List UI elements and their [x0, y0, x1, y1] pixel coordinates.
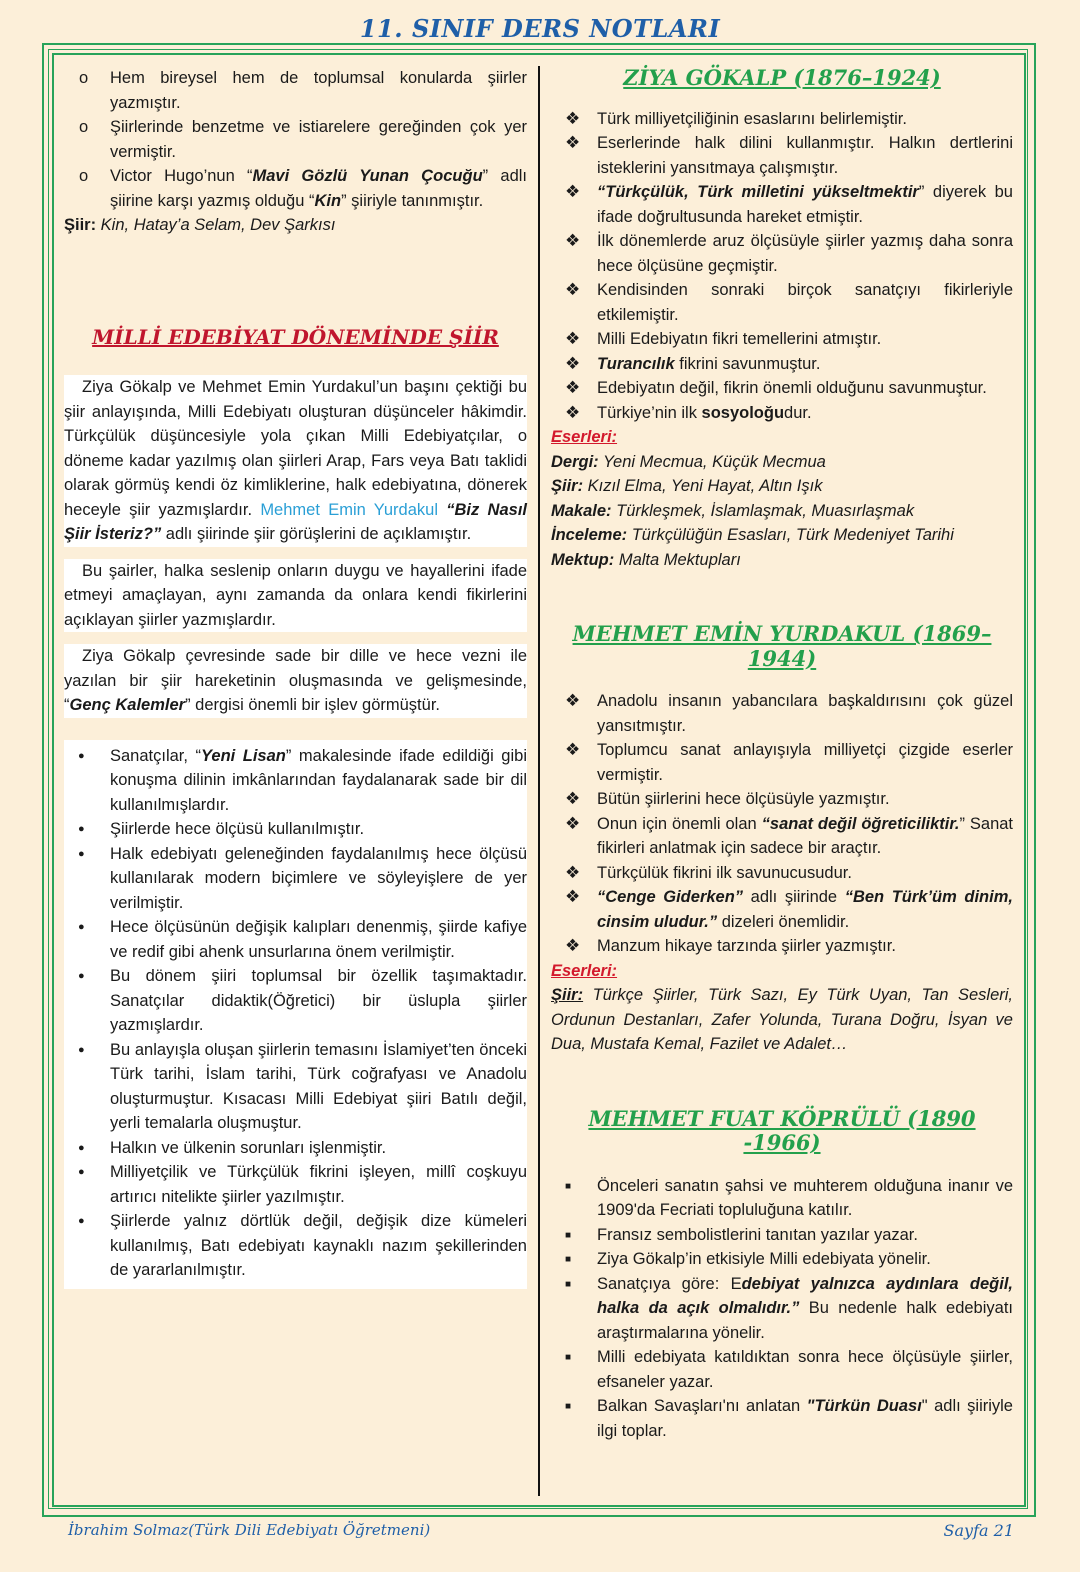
works-heading: [551, 425, 1013, 450]
mehmet-emin-list: [551, 689, 1013, 959]
text-fragment: ” diyerek bu ifade doğrultusunda hareket etmiştir.: [597, 183, 1013, 226]
fuat-koprulu-list: [551, 1174, 1013, 1444]
works-category: Şiir:: [551, 477, 584, 495]
bullet-block: [64, 740, 527, 1289]
page-header: 11. SINIF DERS NOTLARI: [359, 14, 721, 43]
text-fragment: Ziya Gökalp ve Mehmet Emin Yurdakul’un başını çektiği bu şiir anlayışında, Milli Edebiyatı oluşturan düşünceler hâkimdir. Türkçülük düşüncesiyle yola çıkan Milli Edebiyatçılar, o döneme kadar yazılmış olan şiirleri Arap, Fars veya Batı taklidi olarak görmüş kendi öz kimliklerine, halk edebiyatına, dönerek heceyle şiir yazmışlardır.: [64, 378, 527, 519]
ziya-list: [551, 107, 1013, 426]
column-divider: [538, 66, 540, 1496]
works-category: Dergi:: [551, 452, 599, 471]
list-item: [551, 352, 1013, 377]
list-item: ● Milliyetçilik ve Türkçülük fikrini işleyen, millî coşkuyu artırıcı nitelikte şiirler yazılmıştır.: [64, 1160, 527, 1209]
paragraph-block: [64, 644, 527, 718]
text-fragment: " adlı şiiriyle ilgi toplar.: [597, 1397, 1013, 1440]
siir-text: Kin, Hatay’a Selam, Dev Şarkısı: [96, 216, 336, 234]
quote: “Ben Türk’üm dinim, cinsim uludur.”: [597, 888, 1013, 931]
poem-title: Kin: [314, 191, 342, 210]
list-item: [64, 744, 527, 818]
text-fragment: Türkiye’nin ilk: [597, 403, 702, 422]
text-fragment: Ziya Gökalp çevresinde sade bir dille ve hece vezni ile yazılan bir şiir hareketinin oluşmasında ve gelişmesinde, “: [64, 647, 527, 714]
list-item: [551, 812, 1013, 861]
list-item: ❖ İlk dönemlerde aruz ölçüsüyle şiirler yazmış daha sonra hece ölçüsüne geçmiştir.: [551, 229, 1013, 278]
text-fragment: Bu nedenle halk edebiyatı araştırmalarına yönelir.: [597, 1299, 1013, 1342]
works-text: Türkçe Şiirler, Türk Sazı, Ey Türk Uyan, Tan Sesleri, Ordunun Destanları, Zafer Yolunda, Turana Doğru, İsyan ve Dua, Mustafa Kemal, Fazilet ve Adalet…: [551, 986, 1013, 1053]
works-line: [551, 450, 1013, 475]
footer-page-number: Sayfa 21: [943, 1521, 1014, 1540]
list-item: ❖ Toplumcu sanat anlayışıyla milliyetçi çizgide eserler vermiştir.: [551, 738, 1013, 787]
text-fragment: ” Sanat fikirleri anlatmak için sadece bir araçtır.: [597, 814, 1014, 857]
poem-title: Mavi Gözlü Yunan Çocuğu: [252, 167, 483, 185]
mehmet-emin-title: MEHMET EMİN YURDAKUL (1869–1944): [572, 621, 992, 671]
text-fragment: ” makalesinde ifade edildiği gibi konuşma dilinin imkânlarından faydalanarak sade bir dil kullanılmışlardır.: [110, 746, 527, 814]
works-heading: [551, 959, 1013, 984]
list-item: ❖ Bütün şiirlerini hece ölçüsüyle yazmıştır.: [551, 787, 1013, 812]
works-line: [551, 523, 1013, 548]
text-fragment: ” adlı şiirine karşı yazmış olduğu “: [110, 167, 527, 210]
works-line: [551, 499, 1013, 524]
features-list: [64, 744, 527, 1283]
list-item: ● Hece ölçüsünün değişik kalıpları denenmiş, şiirde kafiye ve redif gibi ahenk unsurlarına önem verilmiştir.: [64, 915, 527, 964]
list-item: ● Bu anlayışla oluşan şiirlerin temasını İslamiyet’ten önceki Türk tarihi, İslam tarihi, Türk coğrafyası ve Anadolu oluşturmuştur. Kısacası Milli Edebiyat şiiri Batılı değil, yerli temalarla oluşmuştur.: [64, 1038, 527, 1136]
poem-title: “Biz Nasıl Şiir İsteriz?”: [64, 500, 527, 543]
list-item: ❖ Türk milliyetçiliğinin esaslarını belirlemiştir.: [551, 107, 1013, 132]
list-item: ❖ Edebiyatın değil, fikrin önemli olduğunu savunmuştur.: [551, 376, 1013, 401]
list-item: ❖ Manzum hikaye tarzında şiirler yazmıştır.: [551, 934, 1013, 959]
list-item: [551, 1272, 1013, 1346]
highlighted-name: Mehmet Emin Yurdakul: [260, 500, 438, 519]
works-text: Malta Mektupları: [614, 550, 741, 569]
list-item: [551, 1394, 1013, 1443]
list-item: ❖ Eserlerinde halk dilini kullanmıştır. Halkın dertlerini isteklerini yansıtmaya çalışmıştır.: [551, 131, 1013, 180]
poem-title: “Cenge Giderken”: [597, 888, 744, 906]
text-fragment: Sanatçılar, “: [110, 746, 201, 765]
text-fragment: dizeleri önemlidir.: [717, 912, 850, 931]
keyword: Turancılık: [597, 354, 675, 373]
paragraph-block: [64, 559, 527, 633]
text-fragment: Balkan Savaşları'nı anlatan: [597, 1397, 807, 1415]
quote: “Türkçülük, Türk milletini yükseltmektir: [597, 183, 919, 201]
works-category: Şiir:: [551, 986, 584, 1004]
text-fragment: fikrini savunmuştur.: [674, 354, 821, 373]
text-fragment: Onun için önemli olan: [597, 814, 762, 833]
poem-title: "Türkün Duası: [806, 1397, 922, 1415]
text-fragment: Sanatçıya göre: E: [597, 1274, 742, 1293]
works-label: Eserleri:: [551, 961, 618, 980]
works-category: İnceleme:: [551, 526, 628, 544]
works-text: Kızıl Elma, Yeni Hayat, Altın Işık: [583, 477, 823, 495]
left-column: [64, 66, 527, 1289]
list-item: ■ Ziya Gökalp’in etkisiyle Milli edebiyata yönelir.: [551, 1247, 1013, 1272]
works-category: Mektup:: [551, 550, 615, 569]
quote: debiyat yalnızca aydınlara değil, halka da açık olmalıdır.”: [597, 1274, 1013, 1317]
paragraph: Bu şairler, halka seslenip onların duygu ve hayallerini ifade etmeyi amaçlayan, aynı zamanda da onlara kendi fikirlerini açıklayan şiirler yazmışlardır.: [64, 561, 527, 629]
list-item: ❖ Türkçülük fikrini ilk savunucusudur.: [551, 861, 1013, 886]
list-item: o Şiirlerinde benzetme ve istiarelere gereğinden çok yer vermiştir.: [64, 115, 527, 164]
keyword: sosyoloğu: [701, 403, 785, 422]
text-fragment: dur.: [784, 403, 812, 422]
text-fragment: ” şiiriyle tanınmıştır.: [341, 191, 484, 210]
siir-line: [64, 213, 527, 238]
list-item: ● Halkın ve ülkenin sorunları işlenmiştir.: [64, 1136, 527, 1161]
text-fragment: Victor Hugo’nun “: [110, 167, 253, 185]
list-item: [551, 180, 1013, 229]
ziya-gokalp-title: ZİYA GÖKALP (1876–1924): [623, 65, 941, 90]
text-fragment: adlı şiirinde: [743, 888, 845, 906]
list-item: ■ Milli edebiyata katıldıktan sonra hece ölçüsüyle şiirler, efsaneler yazar.: [551, 1345, 1013, 1394]
list-item: ❖ Anadolu insanın yabancılara başkaldırısını çok güzel yansıtmıştır.: [551, 689, 1013, 738]
magazine-name: Genç Kalemler: [69, 696, 186, 714]
fuat-koprulu-title: MEHMET FUAT KÖPRÜLÜ (1890 -1966): [588, 1105, 976, 1155]
siir-label: Şiir:: [64, 216, 97, 234]
intro-list: [64, 66, 527, 213]
text-fragment: ” dergisi önemli bir işlev görmüştür.: [185, 696, 440, 714]
right-column: [551, 66, 1013, 1443]
list-item: o Hem bireysel hem de toplumsal konularda şiirler yazmıştır.: [64, 66, 527, 115]
works-text: Türkçülüğün Esasları, Türk Medeniyet Tarihi: [627, 526, 954, 544]
section-title: MİLLİ EDEBİYAT DÖNEMİNDE ŞİİR: [92, 324, 499, 349]
works-line: [551, 474, 1013, 499]
list-item: ● Bu dönem şiiri toplumsal bir özellik taşımaktadır. Sanatçılar didaktik(Öğretici) bir üslupla şiirler yazmışlardır.: [64, 964, 527, 1038]
list-item: ■ Önceleri sanatın şahsi ve muhterem olduğuna inanır ve 1909'da Fecriati topluluğuna katılır.: [551, 1174, 1013, 1223]
paragraph: [64, 644, 527, 718]
footer-author: İbrahim Solmaz(Türk Dili Edebiyatı Öğretmeni): [68, 1521, 431, 1539]
article-name: Yeni Lisan: [201, 746, 286, 765]
list-item: [551, 401, 1013, 426]
works-line: [551, 983, 1013, 1057]
list-item: ● Şiirlerde hece ölçüsü kullanılmıştır.: [64, 817, 527, 842]
works-line: [551, 548, 1013, 573]
list-item: ❖ Milli Edebiyatın fikri temellerini atmıştır.: [551, 327, 1013, 352]
works-category: Makale:: [551, 501, 612, 520]
quote: “sanat değil öğreticiliktir.: [761, 814, 960, 833]
list-item: [64, 164, 527, 213]
list-item: ● Halk edebiyatı geleneğinden faydalanılmış hece ölçüsü kullanılarak modern biçimlere ve söyleyişlere de yer verilmiştir.: [64, 842, 527, 916]
works-label: Eserleri:: [551, 428, 618, 446]
paragraph-block: [64, 375, 527, 547]
paragraph: [64, 375, 527, 547]
list-item: ❖ Kendisinden sonraki birçok sanatçıyı fikirleriyle etkilemiştir.: [551, 278, 1013, 327]
text-fragment: adlı şiirinde şiir görüşlerini de açıklamıştır.: [161, 525, 472, 543]
works-text: Yeni Mecmua, Küçük Mecmua: [598, 452, 826, 471]
list-item: ■ Fransız sembolistlerini tanıtan yazılar yazar.: [551, 1223, 1013, 1248]
list-item: [551, 885, 1013, 934]
list-item: ● Şiirlerde yalnız dörtlük değil, değişik dize kümeleri kullanılmış, Batı edebiyatı kaynaklı nazım şekillerinden de yararlanılmıştır.: [64, 1209, 527, 1283]
works-text: Türkleşmek, İslamlaşmak, Muasırlaşmak: [611, 501, 915, 520]
